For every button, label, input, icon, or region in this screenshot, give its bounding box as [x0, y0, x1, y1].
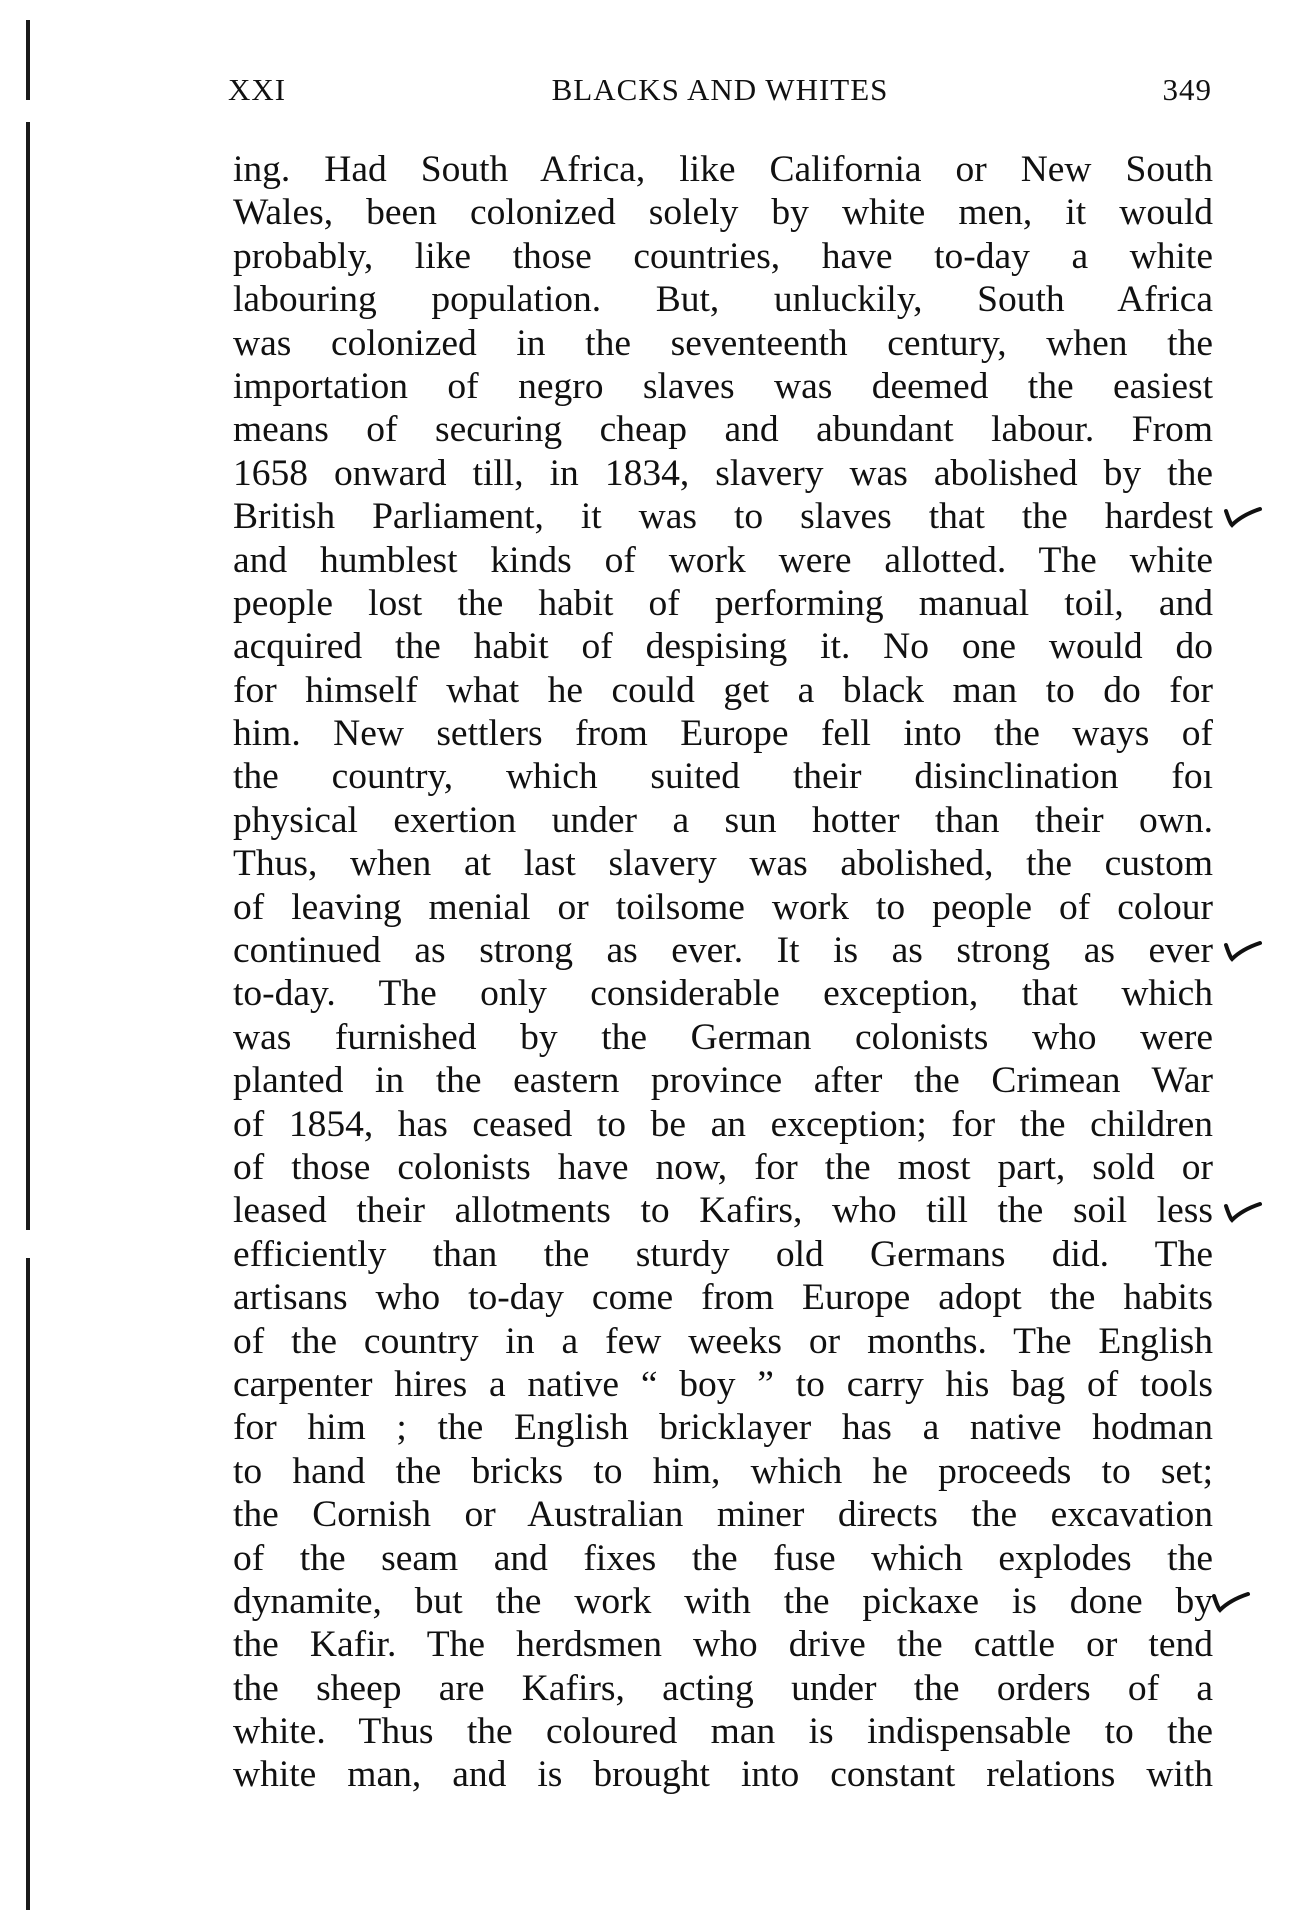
running-title: BLACKS AND WHITES: [551, 72, 889, 107]
binding-edge-rule: [26, 20, 30, 1910]
text-line: carpenter hires a native “ boy ” to carry his bag of tools: [233, 1363, 1213, 1405]
text-line: the Cornish or Australian miner directs the excavation: [233, 1494, 1213, 1536]
text-line: white. Thus the coloured man is indispensable to the: [233, 1711, 1213, 1753]
handwritten-check-icon: [1210, 1588, 1252, 1614]
text-line: acquired the habit of despising it. No one would do: [233, 626, 1213, 668]
text-line: probably, like those countries, have to-day a white: [233, 235, 1213, 277]
text-line: of those colonists have now, for the most part, sold or: [233, 1146, 1213, 1188]
text-line: was colonized in the seventeenth century, when the: [233, 322, 1213, 364]
text-line: for himself what he could get a black man to do for: [233, 669, 1213, 711]
page-number: 349: [1162, 72, 1212, 107]
text-line: planted in the eastern province after the Crimean War: [233, 1060, 1213, 1102]
running-head: [228, 72, 1212, 112]
text-line: Wales, been colonized solely by white men, it would: [233, 192, 1213, 234]
text-line: was furnished by the German colonists who were: [233, 1016, 1213, 1058]
text-line: the country, which suited their disinclination foı: [233, 756, 1213, 798]
text-line: physical exertion under a sun hotter than their own.: [233, 799, 1213, 841]
text-line: to hand the bricks to him, which he proceeds to set;: [233, 1450, 1213, 1492]
text-line: him. New settlers from Europe fell into the ways of: [233, 713, 1213, 755]
text-line: British Parliament, it was to slaves that the hardest: [233, 496, 1213, 538]
text-line: ing. Had South Africa, like California or New South: [233, 149, 1213, 190]
text-line: of the country in a few weeks or months. The English: [233, 1320, 1213, 1362]
text-line: white man, and is brought into constant relations with: [233, 1754, 1213, 1796]
text-line: importation of negro slaves was deemed the easiest: [233, 365, 1213, 407]
text-line: efficiently than the sturdy old Germans did. The: [233, 1233, 1213, 1275]
text-line: and humblest kinds of work were allotted. The white: [233, 539, 1213, 581]
text-line: the Kafir. The herdsmen who drive the cattle or tend: [233, 1624, 1213, 1666]
handwritten-check-icon: [1222, 937, 1264, 963]
handwritten-check-icon: [1222, 503, 1264, 529]
text-line: people lost the habit of performing manual toil, and: [233, 582, 1213, 624]
text-line: continued as strong as ever. It is as strong as ever: [233, 930, 1213, 972]
text-line: labouring population. But, unluckily, South Africa: [233, 279, 1213, 321]
handwritten-check-icon: [1222, 1198, 1264, 1224]
text-line: dynamite, but the work with the pickaxe is done by: [233, 1580, 1213, 1622]
text-line: means of securing cheap and abundant labour. From: [233, 409, 1213, 451]
text-line: artisans who to-day come from Europe adopt the habits: [233, 1277, 1213, 1319]
text-line: of the seam and fixes the fuse which explodes the: [233, 1537, 1213, 1579]
text-line: of leaving menial or toilsome work to people of colour: [233, 886, 1213, 928]
text-line: for him ; the English bricklayer has a native hodman: [233, 1407, 1213, 1449]
text-line: leased their allotments to Kafirs, who till the soil less: [233, 1190, 1213, 1232]
text-line: Thus, when at last slavery was abolished, the custom: [233, 843, 1213, 885]
binding-edge-gap: [24, 100, 32, 122]
text-line: to-day. The only considerable exception, that which: [233, 973, 1213, 1015]
text-line: the sheep are Kafirs, acting under the orders of a: [233, 1667, 1213, 1709]
text-line: of 1854, has ceased to be an exception; for the children: [233, 1103, 1213, 1145]
binding-edge-gap: [24, 1230, 32, 1258]
text-line: 1658 onward till, in 1834, slavery was abolished by the: [233, 452, 1213, 494]
chapter-number: XXI: [228, 72, 287, 107]
body-text: [233, 148, 1213, 1797]
